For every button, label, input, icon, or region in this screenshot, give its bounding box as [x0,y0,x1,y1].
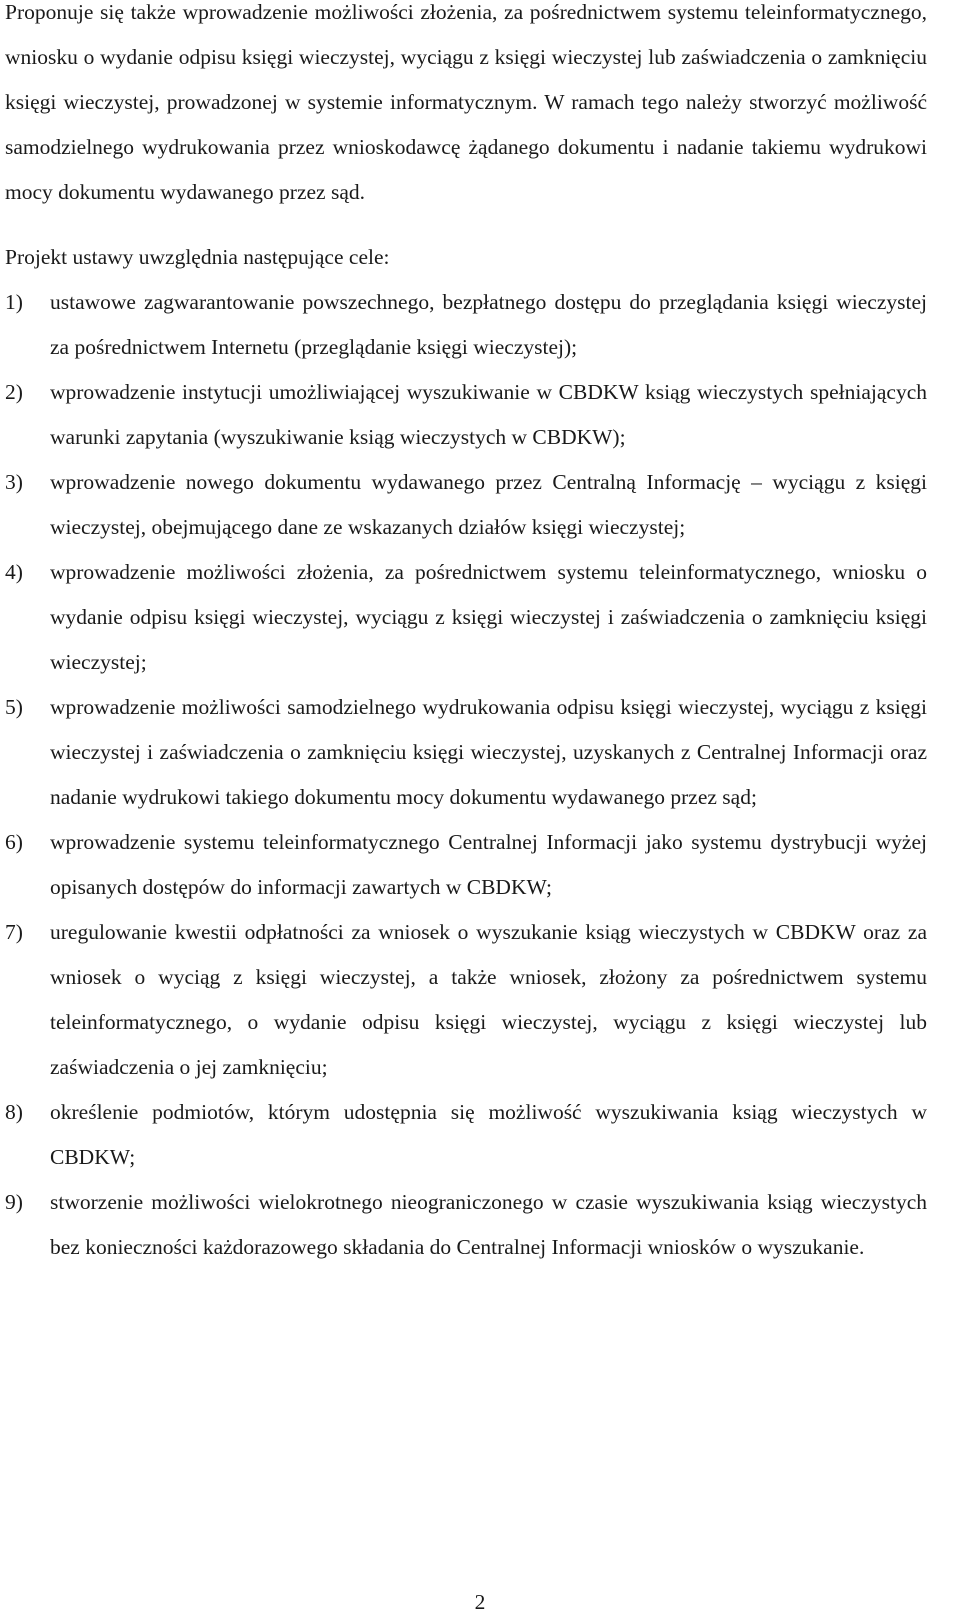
goal-number: 5) [5,695,23,719]
goal-item [5,910,927,1090]
goal-item [5,550,927,685]
goal-item [5,685,927,820]
goal-number: 9) [5,1190,23,1214]
goal-item [5,1180,927,1270]
goals-intro: Projekt ustawy uwzględnia następujące cele: [5,245,390,269]
goal-text: uregulowanie kwestii odpłatności za wniosek o wyszukanie ksiąg wieczystych w CBDKW oraz za wniosek o wyciąg z księgi wieczystej, a także wniosek, złożony za pośrednictwem systemu teleinformatycznego, o wydanie odpisu księgi wieczystej, wyciągu z księgi wieczystej lub zaświadczenia o jej zamknięciu; [50,920,927,1079]
goals-list [5,280,927,1270]
goal-item [5,370,927,460]
intro-paragraph: Proponuje się także wprowadzenie możliwości złożenia, za pośrednictwem systemu teleinformatycznego, wniosku o wydanie odpisu księgi wieczystej, wyciągu z księgi wieczystej lub zaświadczenia o zamknięciu księgi wieczystej, prowadzonej w systemie informatycznym. W ramach tego należy stworzyć możliwość samodzielnego wydrukowania przez wnioskodawcę żądanego dokumentu i nadanie takiemu wydrukowi mocy dokumentu wydawanego przez sąd. [5,0,927,204]
goal-item [5,460,927,550]
page-number: 2 [474,1590,486,1614]
goal-item [5,1090,927,1180]
goal-number: 7) [5,920,23,944]
goal-item [5,820,927,910]
goal-text: wprowadzenie systemu teleinformatycznego Centralnej Informacji jako systemu dystrybucji wyżej opisanych dostępów do informacji zawartych w CBDKW; [50,830,927,899]
goal-number: 8) [5,1100,23,1124]
document-page [5,0,927,1270]
goal-text: wprowadzenie możliwości samodzielnego wydrukowania odpisu księgi wieczystej, wyciągu z księgi wieczystej i zaświadczenia o zamknięciu księgi wieczystej, uzyskanych z Centralnej Informacji oraz nadanie wydrukowi takiego dokumentu mocy dokumentu wydawanego przez sąd; [50,695,927,809]
goal-text: wprowadzenie instytucji umożliwiającej wyszukiwanie w CBDKW ksiąg wieczystych spełniających warunki zapytania (wyszukiwanie ksiąg wieczystych w CBDKW); [50,380,927,449]
goal-text: wprowadzenie nowego dokumentu wydawanego przez Centralną Informację – wyciągu z księgi wieczystej, obejmującego dane ze wskazanych działów księgi wieczystej; [50,470,927,539]
goal-item [5,280,927,370]
goal-number: 1) [5,290,23,314]
goal-text: określenie podmiotów, którym udostępnia się możliwość wyszukiwania ksiąg wieczystych w CBDKW; [50,1100,927,1169]
goal-text: wprowadzenie możliwości złożenia, za pośrednictwem systemu teleinformatycznego, wniosku o wydanie odpisu księgi wieczystej, wyciągu z księgi wieczystej i zaświadczenia o zamknięciu księgi wieczystej; [50,560,927,674]
goal-number: 6) [5,830,23,854]
goal-number: 2) [5,380,23,404]
goal-number: 3) [5,470,23,494]
goal-text: stworzenie możliwości wielokrotnego nieograniczonego w czasie wyszukiwania ksiąg wieczystych bez konieczności każdorazowego składania do Centralnej Informacji wniosków o wyszukanie. [50,1190,927,1259]
goal-text: ustawowe zagwarantowanie powszechnego, bezpłatnego dostępu do przeglądania księgi wieczystej za pośrednictwem Internetu (przeglądanie księgi wieczystej); [50,290,927,359]
goal-number: 4) [5,560,23,584]
